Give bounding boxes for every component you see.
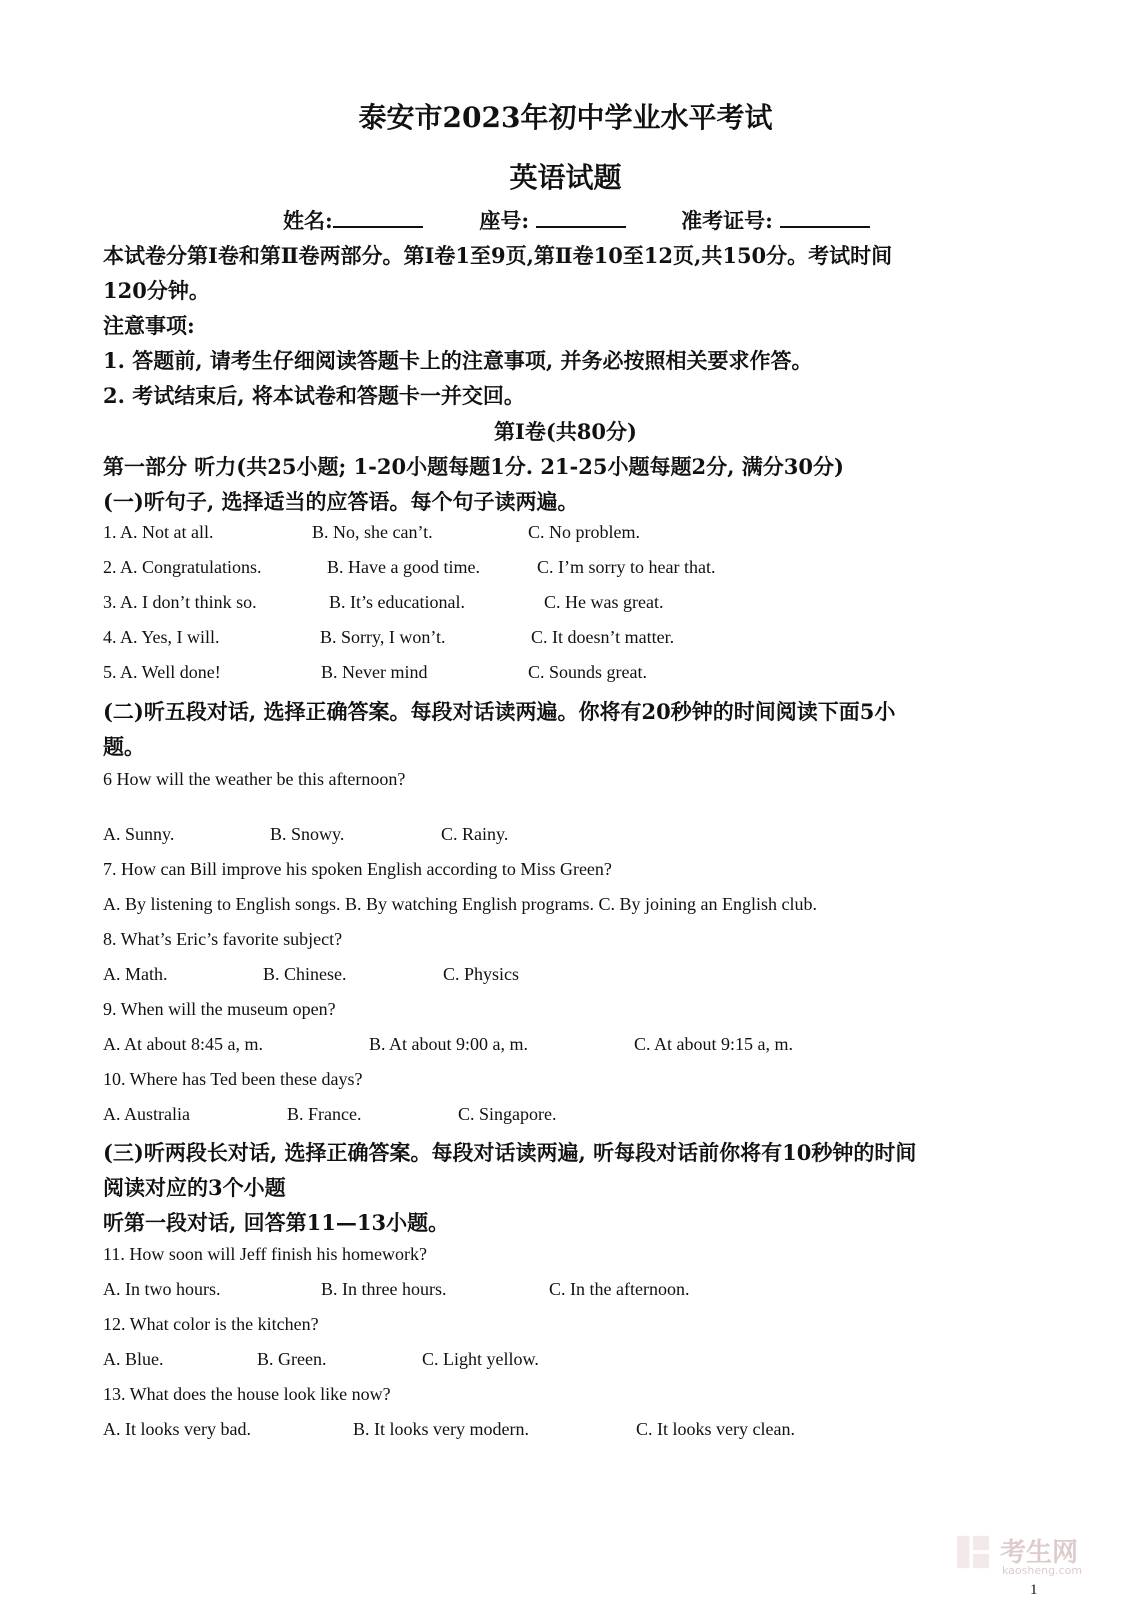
q2-option-b: B. Have a good time.: [327, 557, 480, 577]
q2-option-c: C. I’m sorry to hear that.: [537, 557, 716, 577]
section-3-heading-line-1: (三)听两段长对话, 选择正确答案。每段对话读两遍, 听每段对话前你将有10秒钟的时间: [103, 1140, 917, 1165]
q8-option-a: A. Math.: [103, 964, 168, 984]
q6-option-a: A. Sunny.: [103, 824, 175, 844]
exam-title: 泰安市2023年初中学业水平考试: [358, 101, 773, 134]
exam-number-blank: [780, 208, 870, 228]
q5-option-b: B. Never mind: [321, 662, 428, 682]
q3-option-c: C. He was great.: [544, 592, 664, 612]
q9-option-b: B. At about 9:00 a, m.: [369, 1034, 528, 1054]
q10-question: 10. Where has Ted been these days?: [103, 1069, 363, 1089]
q12-option-b: B. Green.: [257, 1349, 327, 1369]
note-1: 1. 答题前, 请考生仔细阅读答题卡上的注意事项, 并务必按照相关要求作答。: [103, 348, 813, 373]
q12-option-a: A. Blue.: [103, 1349, 164, 1369]
exam-subtitle: 英语试题: [509, 161, 622, 194]
q12-question: 12. What color is the kitchen?: [103, 1314, 319, 1334]
q13-option-a: A. It looks very bad.: [103, 1419, 251, 1439]
q9-question: 9. When will the museum open?: [103, 999, 336, 1019]
q5-option-c: C. Sounds great.: [528, 662, 647, 682]
q11-option-a: A. In two hours.: [103, 1279, 221, 1299]
q10-option-c: C. Singapore.: [458, 1104, 557, 1124]
q13-option-b: B. It looks very modern.: [353, 1419, 529, 1439]
q8-option-c: C. Physics: [443, 964, 520, 984]
dialog-1-heading: 听第一段对话, 回答第11—13小题。: [103, 1210, 450, 1235]
q3-option-b: B. It’s educational.: [329, 592, 465, 612]
q10-option-a: A. Australia: [103, 1104, 190, 1124]
section-2-heading-line-1: (二)听五段对话, 选择正确答案。每段对话读两遍。你将有20秒钟的时间阅读下面5小: [103, 699, 896, 724]
q6-question: 6 How will the weather be this afternoon?: [103, 769, 406, 789]
q13-option-c: C. It looks very clean.: [636, 1419, 795, 1439]
student-info-row: [283, 205, 870, 235]
q1-option-b: B. No, she can’t.: [312, 522, 433, 542]
q1-option-c: C. No problem.: [528, 522, 640, 542]
q3-option-a: 3. A. I don’t think so.: [103, 592, 257, 612]
notes-title: 注意事项:: [103, 313, 195, 338]
q8-option-b: B. Chinese.: [263, 964, 347, 984]
section-2-heading-line-2: 题。: [103, 734, 145, 759]
name-blank: [333, 208, 423, 228]
q1-option-a: 1. A. Not at all.: [103, 522, 214, 542]
q4-option-a: 4. A. Yes, I will.: [103, 627, 220, 647]
watermark-logo-icon: [955, 1534, 991, 1570]
q7-options: A. By listening to English songs. B. By watching English programs. C. By joining an English club.: [103, 894, 817, 914]
seat-blank: [536, 208, 626, 228]
seat-label: 座号:: [479, 208, 530, 233]
q4-option-b: B. Sorry, I won’t.: [320, 627, 446, 647]
q12-option-c: C. Light yellow.: [422, 1349, 539, 1369]
q9-option-c: C. At about 9:15 a, m.: [634, 1034, 793, 1054]
page-number: 1: [1030, 1582, 1038, 1598]
q9-option-a: A. At about 8:45 a, m.: [103, 1034, 263, 1054]
q2-option-a: 2. A. Congratulations.: [103, 557, 262, 577]
q10-option-b: B. France.: [287, 1104, 362, 1124]
part-1-heading: 第一部分 听力(共25小题; 1-20小题每题1分. 21-25小题每题2分, 满分30分): [103, 454, 844, 479]
section-3-heading-line-2: 阅读对应的3个小题: [103, 1175, 286, 1200]
name-label: 姓名:: [283, 208, 333, 233]
q11-question: 11. How soon will Jeff finish his homework?: [103, 1244, 427, 1264]
volume-1-heading: 第Ⅰ卷(共80分): [494, 419, 637, 444]
q8-question: 8. What’s Eric’s favorite subject?: [103, 929, 343, 949]
watermark-subtext: kaosheng.com: [1002, 1564, 1083, 1577]
q6-option-b: B. Snowy.: [270, 824, 345, 844]
q4-option-c: C. It doesn’t matter.: [531, 627, 675, 647]
q13-question: 13. What does the house look like now?: [103, 1384, 391, 1404]
exam-number-label: 准考证号:: [681, 208, 773, 233]
watermark-text: 考生网: [1000, 1538, 1079, 1568]
q11-option-b: B. In three hours.: [321, 1279, 447, 1299]
q7-question: 7. How can Bill improve his spoken English according to Miss Green?: [103, 859, 612, 879]
note-2: 2. 考试结束后, 将本试卷和答题卡一并交回。: [103, 383, 525, 408]
q5-option-a: 5. A. Well done!: [103, 662, 221, 682]
q11-option-c: C. In the afternoon.: [549, 1279, 690, 1299]
section-1-heading: (一)听句子, 选择适当的应答语。每个句子读两遍。: [103, 489, 579, 514]
q6-option-c: C. Rainy.: [441, 824, 509, 844]
intro-line-1: 本试卷分第Ⅰ卷和第Ⅱ卷两部分。第Ⅰ卷1至9页,第Ⅱ卷10至12页,共150分。考试时间: [103, 243, 893, 268]
intro-line-2: 120分钟。: [103, 278, 210, 303]
